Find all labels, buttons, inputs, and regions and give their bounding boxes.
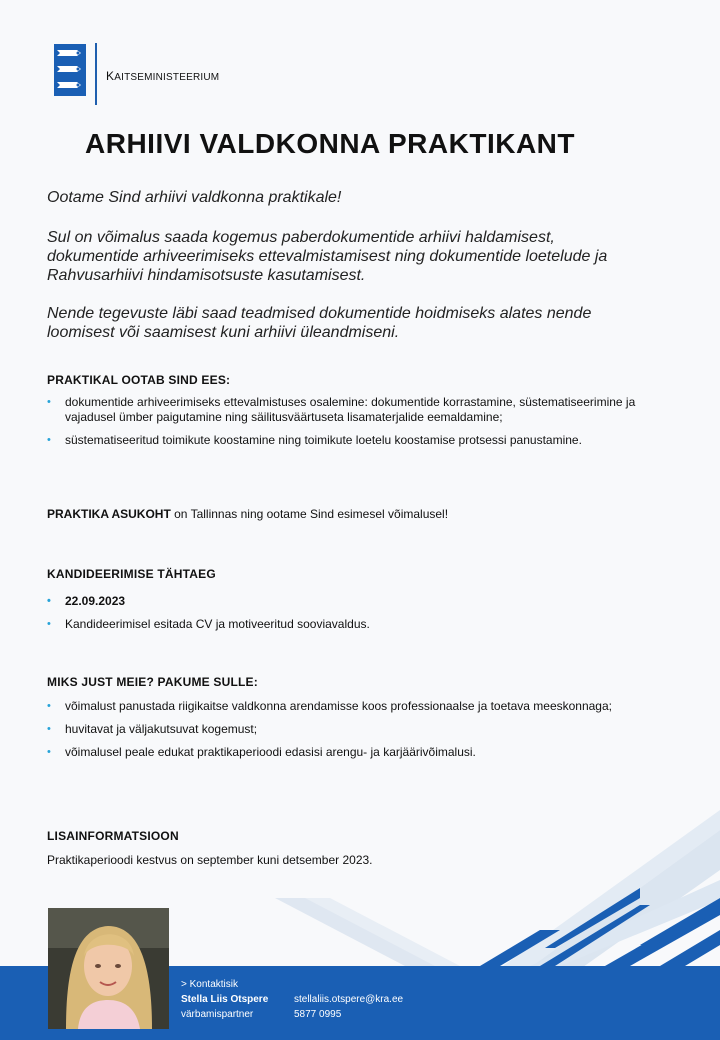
contact-phone[interactable]: 5877 0995	[294, 1009, 342, 1020]
coat-of-arms-icon	[54, 44, 86, 96]
deadline-heading: KANDIDEERIMISE TÄHTAEG	[47, 567, 216, 581]
ministry-logo	[54, 44, 220, 96]
deadline-note: • Kandideerimisel esitada CV ja motiveeritud sooviavaldus.	[47, 617, 657, 632]
deadline-list	[47, 594, 657, 640]
deadline-date: • 22.09.2023	[47, 594, 657, 609]
contact-name: Stella Liis Otspere	[181, 994, 269, 1005]
offer-list	[47, 699, 657, 768]
list-item: • võimalust panustada riigikaitse valdkonna arendamisse koos professionaalse ja toetava meeskonnaga;	[47, 699, 657, 714]
org-name: KAITSEMINISTEERIUM	[106, 69, 220, 83]
contact-photo	[48, 908, 169, 1029]
intro-paragraph-2: Sul on võimalus saada kogemus paberdokumentide arhiivi haldamisest, dokumentide arhiveerimiseks ettevalmistamisest ning dokumentide loetelude ja Rahvusarhiivi hindamisotsuste kasutamisest.	[47, 229, 608, 284]
list-item: • dokumentide arhiveerimiseks ettevalmistuses osalemine: dokumentide korrastamine, süstematiseerimine ja vajadusel ümber paigutamine ning säilitusväärtuseta lisamaterjalide eemaldamine;	[47, 395, 657, 425]
tasks-heading: PRAKTIKAL OOTAB SIND EES:	[47, 373, 231, 387]
extra-info-heading: LISAINFORMATSIOON	[47, 829, 179, 843]
contact-details	[294, 992, 403, 1022]
contact-label: > Kontaktisik	[181, 979, 238, 990]
contact-person	[181, 977, 268, 1022]
tasks-list	[47, 395, 657, 456]
list-item: • huvitavat ja väljakutsuvat kogemust;	[47, 722, 657, 737]
contact-role: värbamispartner	[181, 1009, 254, 1020]
contact-email[interactable]: stellaliis.otspere@kra.ee	[294, 994, 404, 1005]
location-text: on Tallinnas ning ootame Sind esimesel võimalusel!	[170, 507, 449, 521]
intro-paragraph-3: Nende tegevuste läbi saad teadmised dokumentide hoidmiseks alates nende loomisest või saamisest kuni arhiivi üleandmiseni.	[47, 305, 592, 341]
logo-divider	[95, 43, 97, 105]
extra-info-text: Praktikaperioodi kestvus on september kuni detsember 2023.	[47, 853, 373, 867]
location-label: PRAKTIKA ASUKOHT	[47, 507, 171, 521]
list-item: • võimalusel peale edukat praktikaperioodi edasisi arengu- ja karjäärivõimalusi.	[47, 745, 657, 760]
intro-paragraph-1: Ootame Sind arhiivi valdkonna praktikale!	[47, 189, 342, 206]
location-line	[47, 507, 448, 521]
page-title: ARHIIVI VALDKONNA PRAKTIKANT	[85, 128, 575, 159]
offer-heading: MIKS JUST MEIE? PAKUME SULLE:	[47, 675, 258, 689]
list-item: • süstematiseeritud toimikute koostamine ning toimikute loetelu koostamise protsessi panustamine.	[47, 433, 657, 448]
